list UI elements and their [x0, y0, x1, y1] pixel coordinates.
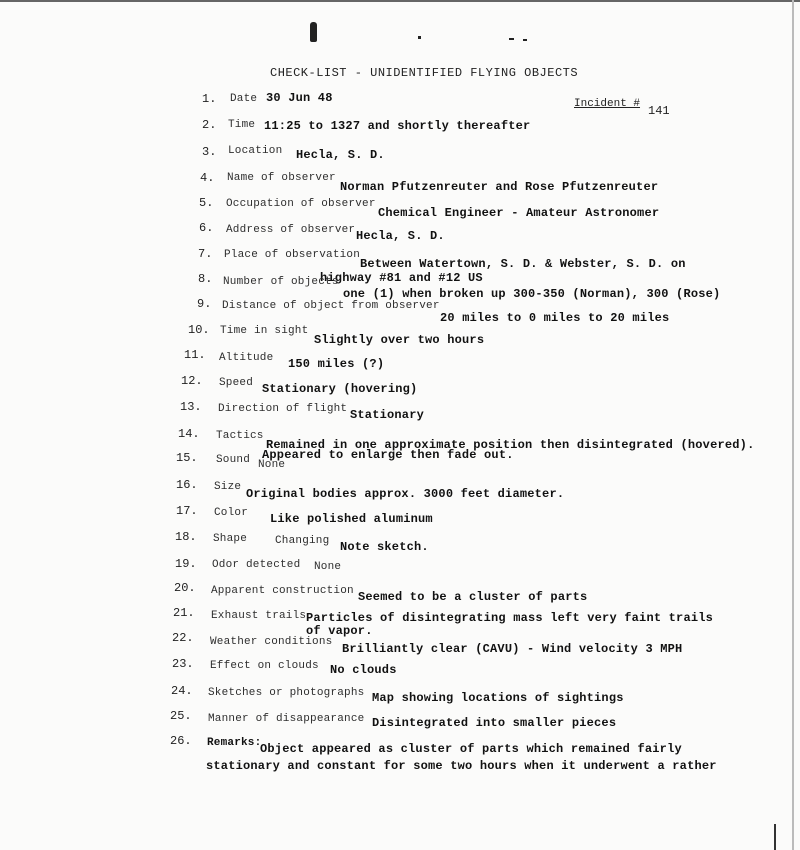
item-value: one (1) when broken up 300-350 (Norman), 300 (Rose): [343, 287, 721, 301]
item-number: 2.: [202, 118, 217, 132]
item-value: Remained in one approximate position then disintegrated (hovered).: [266, 438, 755, 452]
incident-number: 141: [648, 104, 670, 118]
scan-mark: [310, 22, 317, 42]
item-value: Like polished aluminum: [270, 512, 433, 526]
item-value: Stationary: [350, 408, 425, 422]
item-number: 19.: [175, 557, 197, 571]
item-number: 4.: [200, 171, 215, 185]
incident-label: Incident #: [574, 98, 641, 110]
item-number: 20.: [174, 581, 196, 595]
item-number: 7.: [198, 247, 213, 261]
item-value: Hecla, S. D.: [356, 229, 445, 243]
item-label: Size: [214, 481, 242, 493]
item-value: Disintegrated into smaller pieces: [372, 716, 617, 730]
scan-mark: [523, 39, 527, 41]
item-label: Address of observer: [226, 224, 356, 236]
scan-edge-line: [0, 0, 800, 2]
item-number: 14.: [178, 427, 200, 441]
item-label: Apparent construction: [211, 585, 354, 597]
item-label: Time in sight: [220, 325, 309, 337]
scan-mark: [418, 36, 421, 39]
item-number: 26.: [170, 734, 192, 748]
item-value-continued: stationary and constant for some two hours when it underwent a rather: [206, 759, 717, 773]
item-value-continued: highway #81 and #12 US: [320, 271, 483, 285]
item-number: 6.: [199, 221, 214, 235]
item-label: Odor detected: [212, 559, 301, 571]
item-number: 1.: [202, 92, 217, 106]
item-value-continued: Note sketch.: [340, 540, 429, 554]
item-value: None: [258, 459, 286, 471]
item-value: 30 Jun 48: [266, 91, 333, 105]
scan-edge-line: [774, 824, 776, 850]
item-number: 21.: [173, 606, 195, 620]
item-label: Effect on clouds: [210, 660, 319, 672]
item-label: Manner of disappearance: [208, 713, 365, 725]
item-value: Original bodies approx. 3000 feet diameter.: [246, 487, 565, 501]
item-value: Brilliantly clear (CAVU) - Wind velocity 3 MPH: [342, 642, 683, 656]
item-label: Place of observation: [224, 249, 361, 261]
item-value: 20 miles to 0 miles to 20 miles: [440, 311, 670, 325]
item-number: 15.: [176, 451, 198, 465]
item-value: None: [314, 561, 342, 573]
item-value: Particles of disintegrating mass left very faint trails: [306, 611, 714, 625]
item-number: 8.: [198, 272, 213, 286]
item-value: Stationary (hovering): [262, 382, 418, 396]
item-label: Sound: [216, 454, 251, 466]
item-number: 24.: [171, 684, 193, 698]
item-label: Name of observer: [227, 172, 336, 184]
document-title: CHECK-LIST - UNIDENTIFIED FLYING OBJECTS: [270, 66, 579, 80]
item-value: Changing: [275, 535, 330, 547]
item-number: 23.: [172, 657, 194, 671]
item-value: Seemed to be a cluster of parts: [358, 590, 588, 604]
item-number: 9.: [197, 297, 212, 311]
item-number: 18.: [175, 530, 197, 544]
item-label: Date: [230, 93, 258, 105]
item-number: 11.: [184, 348, 206, 362]
item-label: Shape: [213, 533, 248, 545]
item-number: 10.: [188, 323, 210, 337]
item-label: Remarks:: [207, 737, 262, 749]
item-label: Tactics: [216, 430, 264, 442]
item-value: Norman Pfutzenreuter and Rose Pfutzenreuter: [340, 180, 659, 194]
item-value: 11:25 to 1327 and shortly thereafter: [264, 119, 531, 133]
scan-edge-line: [792, 0, 794, 850]
item-value: 150 miles (?): [288, 357, 385, 371]
item-value-continued: of vapor.: [306, 624, 373, 638]
item-label: Speed: [219, 377, 254, 389]
item-value: Hecla, S. D.: [296, 148, 385, 162]
item-label: Number of objects: [223, 276, 339, 288]
item-label: Sketches or photographs: [208, 687, 365, 699]
item-label: Time: [228, 119, 256, 131]
item-number: 3.: [202, 145, 217, 159]
item-value: Slightly over two hours: [314, 333, 485, 347]
item-value: No clouds: [330, 663, 397, 677]
item-label: Color: [214, 507, 249, 519]
item-label: Direction of flight: [218, 403, 348, 415]
item-label: Exhaust trails: [211, 610, 307, 622]
item-value: Map showing locations of sightings: [372, 691, 624, 705]
item-value: Chemical Engineer - Amateur Astronomer: [378, 206, 660, 220]
item-value: Object appeared as cluster of parts which remained fairly: [260, 742, 682, 756]
scan-mark: [509, 38, 514, 40]
item-label: Altitude: [219, 352, 274, 364]
item-number: 22.: [172, 631, 194, 645]
item-number: 17.: [176, 504, 198, 518]
item-number: 5.: [199, 196, 214, 210]
item-label: Location: [228, 145, 283, 157]
item-label: Occupation of observer: [226, 198, 376, 210]
item-label: Weather conditions: [210, 636, 333, 648]
item-number: 13.: [180, 400, 202, 414]
item-number: 16.: [176, 478, 198, 492]
item-number: 12.: [181, 374, 203, 388]
item-number: 25.: [170, 709, 192, 723]
item-value: Between Watertown, S. D. & Webster, S. D. on: [360, 257, 686, 271]
item-value-continued: Appeared to enlarge then fade out.: [262, 448, 514, 462]
item-label: Distance of object from observer: [222, 300, 440, 312]
